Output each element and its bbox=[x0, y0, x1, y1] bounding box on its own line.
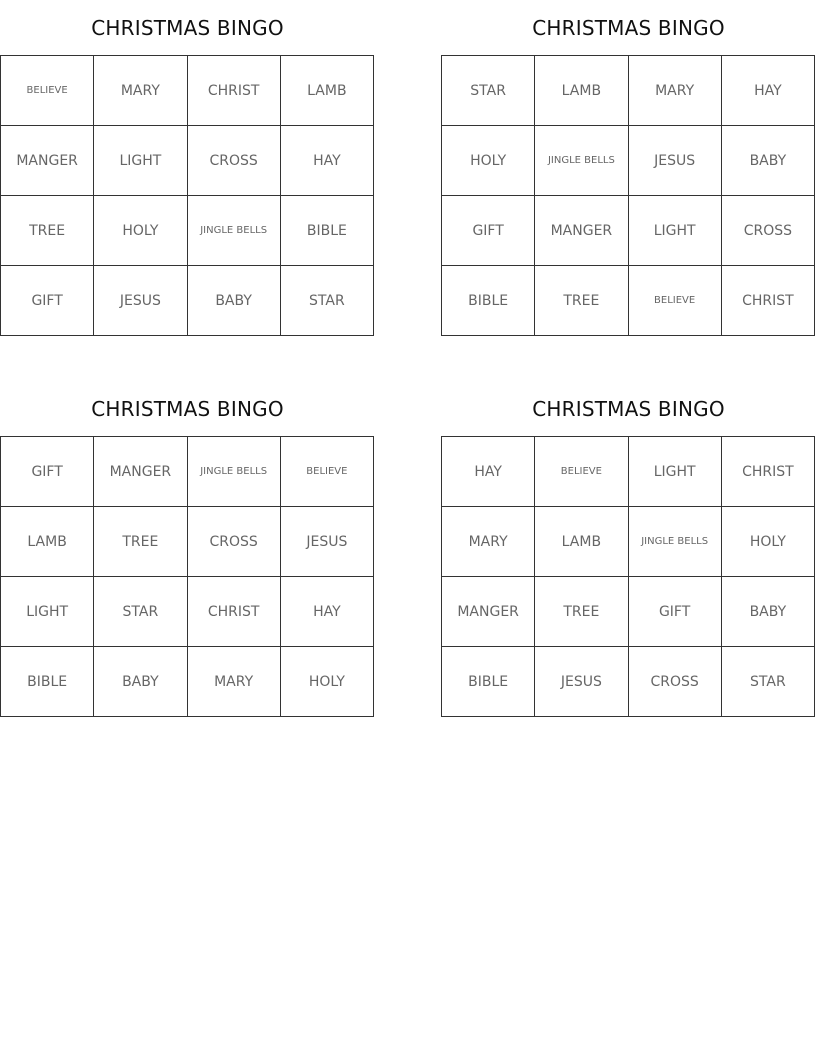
bingo-card-2 bbox=[441, 0, 816, 336]
bingo-cell: LAMB bbox=[281, 56, 374, 126]
bingo-cell: LIGHT bbox=[1, 577, 94, 647]
bingo-cell: CHRIST bbox=[188, 56, 281, 126]
bingo-cell: LIGHT bbox=[629, 437, 722, 507]
bingo-cell: BABY bbox=[94, 647, 187, 717]
bingo-cell: BIBLE bbox=[1, 647, 94, 717]
bingo-cell: BIBLE bbox=[442, 647, 535, 717]
bingo-cell: JINGLE BELLS bbox=[535, 126, 628, 196]
bingo-cell: TREE bbox=[94, 507, 187, 577]
card-title: CHRISTMAS BINGO bbox=[532, 397, 725, 421]
bingo-cell: STAR bbox=[722, 647, 815, 717]
bingo-grid bbox=[0, 436, 374, 717]
bingo-cell: JINGLE BELLS bbox=[188, 196, 281, 266]
card-title: CHRISTMAS BINGO bbox=[91, 16, 284, 40]
bingo-cell: CROSS bbox=[188, 126, 281, 196]
bingo-card-4 bbox=[441, 381, 816, 717]
bingo-cell: HAY bbox=[442, 437, 535, 507]
card-title: CHRISTMAS BINGO bbox=[91, 397, 284, 421]
bingo-cell: BABY bbox=[188, 266, 281, 336]
bingo-cell: BELIEVE bbox=[1, 56, 94, 126]
bingo-cell: GIFT bbox=[1, 266, 94, 336]
bingo-cell: STAR bbox=[94, 577, 187, 647]
bingo-cell: BELIEVE bbox=[629, 266, 722, 336]
bingo-cell: LAMB bbox=[1, 507, 94, 577]
bingo-cell: STAR bbox=[281, 266, 374, 336]
bingo-cell: HOLY bbox=[281, 647, 374, 717]
bingo-cell: HAY bbox=[722, 56, 815, 126]
bingo-cell: CROSS bbox=[188, 507, 281, 577]
bingo-cell: GIFT bbox=[1, 437, 94, 507]
bingo-cell: MARY bbox=[94, 56, 187, 126]
card-title: CHRISTMAS BINGO bbox=[532, 16, 725, 40]
bingo-cell: BABY bbox=[722, 577, 815, 647]
bingo-cell: LIGHT bbox=[94, 126, 187, 196]
bingo-cell: HAY bbox=[281, 126, 374, 196]
bingo-cell: JESUS bbox=[535, 647, 628, 717]
bingo-card-1 bbox=[0, 0, 375, 336]
bingo-cell: JESUS bbox=[281, 507, 374, 577]
bingo-grid bbox=[441, 55, 815, 336]
bingo-cell: TREE bbox=[1, 196, 94, 266]
bingo-cell: CHRIST bbox=[188, 577, 281, 647]
bingo-cell: MARY bbox=[442, 507, 535, 577]
bingo-cell: BELIEVE bbox=[281, 437, 374, 507]
bingo-cell: CHRIST bbox=[722, 437, 815, 507]
bingo-cell: BIBLE bbox=[281, 196, 374, 266]
bingo-grid bbox=[441, 436, 815, 717]
bingo-cell: MARY bbox=[188, 647, 281, 717]
bingo-cell: CROSS bbox=[722, 196, 815, 266]
bingo-cell: MARY bbox=[629, 56, 722, 126]
bingo-cell: LAMB bbox=[535, 507, 628, 577]
bingo-cell: JINGLE BELLS bbox=[629, 507, 722, 577]
bingo-cell: LIGHT bbox=[629, 196, 722, 266]
bingo-cell: CHRIST bbox=[722, 266, 815, 336]
bingo-cell: GIFT bbox=[442, 196, 535, 266]
bingo-cell: TREE bbox=[535, 266, 628, 336]
bingo-cell: HAY bbox=[281, 577, 374, 647]
bingo-cell: TREE bbox=[535, 577, 628, 647]
bingo-card-3 bbox=[0, 381, 375, 717]
bingo-cell: BABY bbox=[722, 126, 815, 196]
bingo-cell: JESUS bbox=[629, 126, 722, 196]
bingo-cell: HOLY bbox=[442, 126, 535, 196]
bingo-cell: HOLY bbox=[722, 507, 815, 577]
bingo-grid bbox=[0, 55, 374, 336]
bingo-cell: MANGER bbox=[1, 126, 94, 196]
bingo-cell: BELIEVE bbox=[535, 437, 628, 507]
bingo-cell: JESUS bbox=[94, 266, 187, 336]
bingo-cell: MANGER bbox=[442, 577, 535, 647]
bingo-cell: LAMB bbox=[535, 56, 628, 126]
bingo-cell: HOLY bbox=[94, 196, 187, 266]
bingo-cell: CROSS bbox=[629, 647, 722, 717]
bingo-cell: MANGER bbox=[94, 437, 187, 507]
bingo-cell: BIBLE bbox=[442, 266, 535, 336]
bingo-cell: MANGER bbox=[535, 196, 628, 266]
bingo-cell: GIFT bbox=[629, 577, 722, 647]
bingo-cell: JINGLE BELLS bbox=[188, 437, 281, 507]
bingo-cell: STAR bbox=[442, 56, 535, 126]
